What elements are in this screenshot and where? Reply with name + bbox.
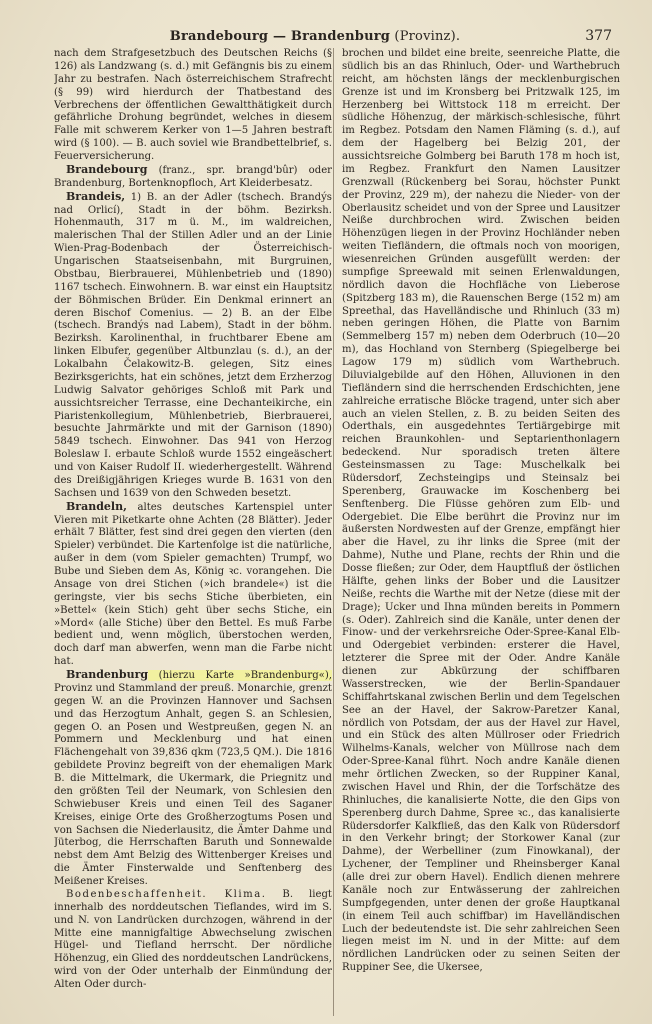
entry-headword: Brandenburg xyxy=(66,668,149,681)
running-title xyxy=(58,29,572,44)
section-bodenbeschaffenheit xyxy=(54,889,332,992)
entry-body: (franz., spr. brangd'bûr) oder Brandenburg, Bortenknopfloch, Art Kleiderbesatz. xyxy=(54,164,332,189)
entry-brandeis xyxy=(54,191,332,501)
page-header xyxy=(58,18,612,44)
section-body: B. liegt innerhalb des norddeutschen Tieflandes, wird im S. und N. von Landrücken durchzogen, während in der Mitte eine mannigfaltige Abwechselung zwischen Hügel- und Tiefland herrscht. Der nördliche Höhenzug, ein Glied des norddeutschen Landrückens, wird von der Oder unterhalb der Einmündung der Alten Oder durch- xyxy=(54,888,332,990)
highlighted-map-reference: (hierzu Karte »Brandenburg«), xyxy=(148,670,332,681)
entry-headword: Brandeis, xyxy=(66,189,126,203)
page-number: 377 xyxy=(585,28,612,44)
entry-continuation: nach dem Strafgesetzbuch des Deutschen Reichs (§ 126) als Landzwang (s. d.) mit Gefängnis bis zu einem Jahr zu bestrafen. Nach österreichischem Strafrecht (§ 99) wird hierdurch der Thatbestand des Verbrechens der öffentlichen Gewaltthätigkeit durch gefährliche Drohung begründet, welches in diesem Falle mit schwerem Kerker von 1—5 Jahren bestraft wird (§ 100). — B. auch soviel wie Brandbettelbrief, s. Feuerversicherung. xyxy=(54,48,332,162)
running-title-left: Brandebourg xyxy=(169,29,269,44)
left-column xyxy=(54,48,332,1016)
entry-brandeln xyxy=(54,501,332,669)
entry-body: 1) B. an der Adler (tschech. Brandýs nad Orlicí), Stadt in der böhm. Bezirksh. Hohenmauth, 317 m ü. M., im waldreichen, malerischen Thal der Stillen Adler und an der Linie Wien-Prag-Bodenbach der Österreichisch-Ungarischen Staatseisenbahn, mit Burgruinen, Obstbau, Bierbrauerei, Mühlenbetrieb und (1890) 1167 tschech. Einwohnern. B. war einst ein Hauptsitz der Böhmischen Brüder. Ein Denkmal erinnert an deren Bischof Comenius. — 2) B. an der Elbe (tschech. Brandýs nad Labem), Stadt in der böhm. Bezirksh. Karolinenthal, in fruchtbarer Ebene am linken Elbufer, gegenüber Altbunzlau (s. d.), an der Lokalbahn Čelakowitz-B. gelegen, Sitz eines Bezirksgerichts, hat ein schönes, jetzt dem Erzherzog Ludwig Salvator gehöriges Schloß mit Park und aussichtsreicher Terrasse, eine Dechanteikirche, ein Piaristenkollegium, Mühlenbetrieb, Bierbrauerei, besuchte Jahrmärkte und mit der Garnison (1890) 5849 tschech. Einwohner. Das 941 von Herzog Boleslaw I. erbaute Schloß wurde 1552 eingeäschert und von Kaiser Rudolf II. wiederhergestellt. Während des Dreißigjährigen Krieges wurde B. 1631 von den Sachsen und 1639 von den Schweden besetzt. xyxy=(54,191,332,499)
running-title-paren: (Provinz). xyxy=(390,29,461,44)
entry-headword: Brandebourg xyxy=(66,162,148,176)
entry-body: altes deutsches Kartenspiel unter Vieren mit Piketkarte ohne Achten (28 Blätter). Jeder erhält 7 Blätter, fest sind drei gegen den vierten (den Spieler) verbündet. Die Kartenfolge ist die natürliche, außer in dem (vom Spieler gemachten) Trumpf, wo Bube und Sieben dem As, König ꝛc. vorangehen. Die Ansage von drei Stichen (»ich brandele«) ist die geringste, vier bis sechs Stiche überbieten, ein »Bettel« (kein Stich) geht über sechs Stiche, ein »Mord« (alle Stiche) über den Bettel. Es muß Farbe bedient und, wenn möglich, überstochen werden, doch darf man abwerfen, wenn man die Farbe nicht hat. xyxy=(54,501,332,668)
entry-headword: Brandeln, xyxy=(66,499,127,513)
entry-brandenburg xyxy=(54,669,332,889)
section-heading: Bodenbeschaffenheit. Klima. xyxy=(66,888,267,900)
text-columns xyxy=(54,48,621,1016)
entry-brandebourg xyxy=(54,164,332,191)
running-title-right: Brandenburg xyxy=(290,29,391,44)
running-title-dash: — xyxy=(268,29,291,44)
right-column xyxy=(342,48,620,1016)
entry-body: Provinz und Stammland der preuß. Monarchie, grenzt gegen W. an die Provinzen Hannover und Sachsen und das Herzogtum Anhalt, gegen S. an Schlesien, gegen O. an Posen und Westpreußen, gegen N. an Pommern und Mecklenburg und hat einen Flächengehalt von 39,836 qkm (723,5 QM.). Die 1816 gebildete Provinz begreift von der ehemaligen Mark B. die Mittelmark, die Ukermark, die Priegnitz und den größten Teil der Neumark, von Schlesien den Schwiebuser Kreis und einen Teil des Saganer Kreises, einige Orte des Großherzogtums Posen und von Sachsen die Niederlausitz, die Ämter Dahme und Jüterbog, die Herrschaften Baruth und Sonnewalde nebst dem Amt Belzig des Wittenberger Kreises und die Ämter Finsterwalde und Senftenberg des Meißener Kreises. xyxy=(54,682,332,887)
section-continuation: brochen und bildet eine breite, seenreiche Platte, die südlich bis an das Rhinluch, Oder- und Warthebruch reicht, am höchsten längs der mecklenburgischen Grenze ist und im Kronsberg bei Pritzwalk 125, im Herzenberg bei Wittstock 118 m erreicht. Der südliche Höhenzug, der märkisch-schlesische, führt im Regbez. Potsdam den Namen Fläming (s. d.), auf dem der Hagelberg bei Belzig 201, der aussichtsreiche Golmberg bei Baruth 178 m hoch ist, im Regbez. Frankfurt den Namen Lausitzer Grenzwall (Rückenberg bei Sorau, höchster Punkt der Provinz, 229 m), der nahezu die Nieder- von der Oberlausitz scheidet und von der Spree und Lausitzer Neiße durchbrochen wird. Zwischen beiden Höhenzügen liegen in der Provinz Hochländer neben weiten Tiefländern, die oftmals noch von moorigen, wiesenreichen Gründen ausgefüllt werden: der sumpfige Spreewald mit seinen Erlenwaldungen, nördlich davon die Hochfläche von Lieberose (Spitzberg 183 m), die Rauenschen Berge (152 m) am Spreethal, das Havelländische und Rhinluch (33 m) neben geringen Höhen, die Platte von Barnim (Semmelberg 157 m) neben dem Oderbruch (10—20 m), das Hochland von Sternberg (Spiegelberge bei Lagow 179 m) südlich vom Warthebruch. Diluvialgebilde auf den Höhen, Alluvionen in den Tiefländern sind die herrschenden Erdschichten, jene zahlreiche erratische Blöcke tragend, unter sich aber auch an vielen Stellen, z. B. zu beiden Seiten des Oderthals, ein ausgedehntes Tertiärgebirge mit reichen Braunkohlen- und Septarienthonlagern bedeckend. Nur sporadisch treten ältere Gesteinsmassen zu Tage: Muschelkalk bei Rüdersdorf, Zechsteingips und Steinsalz bei Sperenberg, Grauwacke im Koschenberg bei Senftenberg. Die Flüsse gehören zum Elb- und Odergebiet. Die Elbe berührt die Provinz nur im äußersten Nordwesten auf der Grenze, empfängt hier aber die Havel, zu ihr links die Spree (mit der Dahme), Nuthe und Plane, rechts der Rhin und die Dosse fließen; zur Oder, dem Hauptfluß der östlichen Hälfte, gehen links der Bober und die Lausitzer Neiße, rechts die Warthe mit der Netze (diese mit der Drage); Ucker und Ihna münden bereits in Pommern (s. Oder). Zahlreich sind die Kanäle, unter denen der Finow- und der verkehrsreiche Oder-Spree-Kanal Elb- und Odergebiet verbinden: ersterer die Havel, letzterer die Spree mit der Oder. Andre Kanäle dienen zur Abkürzung der schiffbaren Wasserstrecken, wie der Berlin-Spandauer Schiffahrtskanal zwischen Berlin und dem Tegelschen See an der Havel, der Sakrow-Paretzer Kanal, nördlich von Potsdam, der aus der Havel zur Havel, und ein Stück des alten Müllroser oder Friedrich Wilhelms-Kanals, welcher von Müllrose nach dem Oder-Spree-Kanal führt. Noch andre Kanäle dienen mehr örtlichen Zwecken, so der Ruppiner Kanal, zwischen Havel und Rhin, der die Torfschätze des Rhinluches, die kanalisierte Notte, die den Gips von Sperenberg durch Dahme, Spree ꝛc., das kanalisierte Rüdersdorfer Kalkfließ, das den Kalk von Rüdersdorf in den Verkehr bringt; der Storkower Kanal (zur Dahme), der Werbelliner (zum Finowkanal), der Lychener, der Templiner und Rheinsberger Kanal (alle drei zur obern Havel). Endlich dienen mehrere Kanäle noch zur Entwässerung der zahlreichen Sumpfgegenden, unter denen der große Hauptkanal (in einem Teil auch schiffbar) im Havelländischen Luch der bedeutendste ist. Die sehr zahlreichen Seen liegen meist im N. und in der Mitte: auf dem nördlichen Landrücken oder zu seinen Seiten der Ruppiner See, die Ukersee, xyxy=(342,48,620,974)
